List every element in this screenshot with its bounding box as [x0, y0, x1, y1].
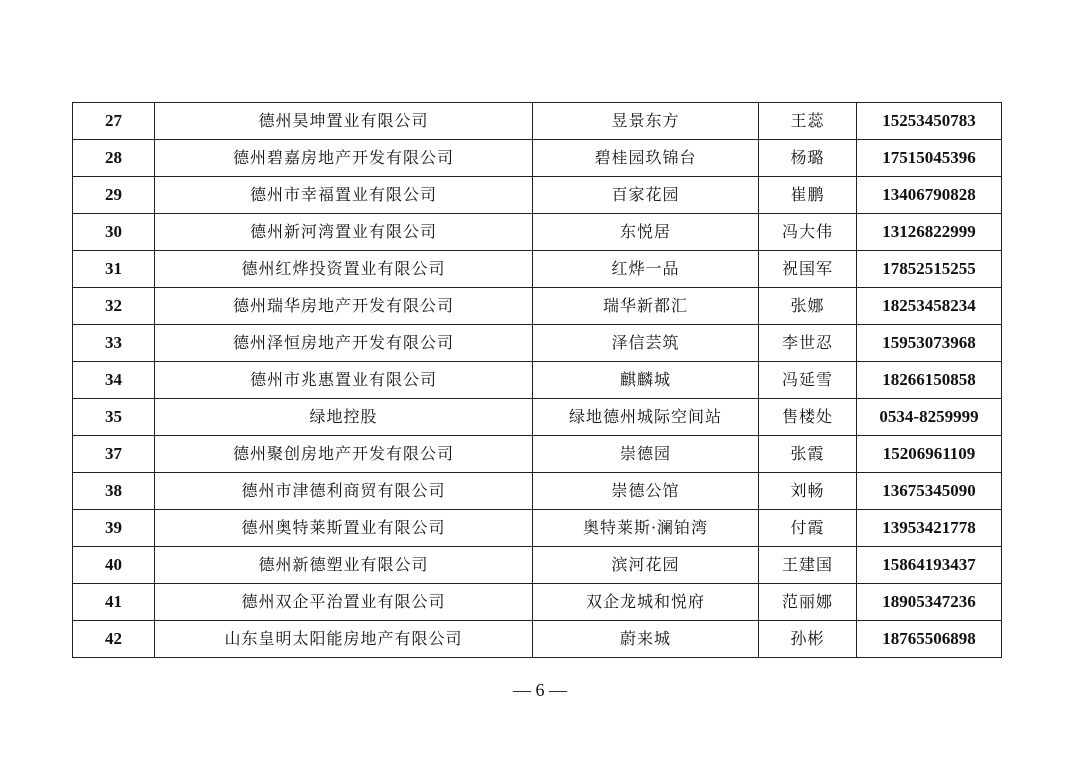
- phone-number-cell: 18765506898: [857, 621, 1002, 658]
- project-name-cell: 崇德园: [533, 436, 759, 473]
- contact-person-cell: 售楼处: [759, 399, 857, 436]
- row-number-cell: 35: [73, 399, 155, 436]
- phone-number-cell: 13953421778: [857, 510, 1002, 547]
- company-name-cell: 德州瑞华房地产开发有限公司: [155, 288, 533, 325]
- project-name-cell: 奥特莱斯·澜铂湾: [533, 510, 759, 547]
- project-name-cell: 双企龙城和悦府: [533, 584, 759, 621]
- contact-person-cell: 付霞: [759, 510, 857, 547]
- project-name-cell: 泽信芸筑: [533, 325, 759, 362]
- project-name-cell: 绿地德州城际空间站: [533, 399, 759, 436]
- project-name-cell: 麒麟城: [533, 362, 759, 399]
- company-name-cell: 德州昊坤置业有限公司: [155, 103, 533, 140]
- company-name-cell: 德州市津德利商贸有限公司: [155, 473, 533, 510]
- row-number-cell: 42: [73, 621, 155, 658]
- contact-person-cell: 冯延雪: [759, 362, 857, 399]
- table-row: [73, 362, 1002, 399]
- table-row: [73, 325, 1002, 362]
- row-number-cell: 28: [73, 140, 155, 177]
- contact-person-cell: 李世忍: [759, 325, 857, 362]
- table-row: [73, 510, 1002, 547]
- contact-person-cell: 崔鹏: [759, 177, 857, 214]
- contact-person-cell: 王蕊: [759, 103, 857, 140]
- company-name-cell: 德州碧嘉房地产开发有限公司: [155, 140, 533, 177]
- company-name-cell: 德州市兆惠置业有限公司: [155, 362, 533, 399]
- contact-person-cell: 孙彬: [759, 621, 857, 658]
- project-name-cell: 滨河花园: [533, 547, 759, 584]
- company-name-cell: 德州双企平治置业有限公司: [155, 584, 533, 621]
- company-name-cell: 德州泽恒房地产开发有限公司: [155, 325, 533, 362]
- table-row: [73, 251, 1002, 288]
- phone-number-cell: 13126822999: [857, 214, 1002, 251]
- phone-number-cell: 13675345090: [857, 473, 1002, 510]
- row-number-cell: 30: [73, 214, 155, 251]
- company-name-cell: 德州聚创房地产开发有限公司: [155, 436, 533, 473]
- phone-number-cell: 13406790828: [857, 177, 1002, 214]
- table-row: [73, 103, 1002, 140]
- phone-number-cell: 18253458234: [857, 288, 1002, 325]
- table-row: [73, 584, 1002, 621]
- phone-number-cell: 17852515255: [857, 251, 1002, 288]
- contact-person-cell: 张霞: [759, 436, 857, 473]
- row-number-cell: 33: [73, 325, 155, 362]
- contact-person-cell: 冯大伟: [759, 214, 857, 251]
- contact-person-cell: 范丽娜: [759, 584, 857, 621]
- company-name-cell: 德州新河湾置业有限公司: [155, 214, 533, 251]
- project-name-cell: 瑞华新都汇: [533, 288, 759, 325]
- phone-number-cell: 18266150858: [857, 362, 1002, 399]
- row-number-cell: 29: [73, 177, 155, 214]
- project-name-cell: 蔚来城: [533, 621, 759, 658]
- company-name-cell: 德州奥特莱斯置业有限公司: [155, 510, 533, 547]
- phone-number-cell: 15206961109: [857, 436, 1002, 473]
- project-name-cell: 昱景东方: [533, 103, 759, 140]
- table-row: [73, 140, 1002, 177]
- developer-contact-table: [72, 102, 1002, 658]
- row-number-cell: 41: [73, 584, 155, 621]
- row-number-cell: 38: [73, 473, 155, 510]
- phone-number-cell: 15253450783: [857, 103, 1002, 140]
- row-number-cell: 40: [73, 547, 155, 584]
- project-name-cell: 崇德公馆: [533, 473, 759, 510]
- contact-person-cell: 王建国: [759, 547, 857, 584]
- project-name-cell: 红烨一品: [533, 251, 759, 288]
- row-number-cell: 31: [73, 251, 155, 288]
- project-name-cell: 东悦居: [533, 214, 759, 251]
- phone-number-cell: 17515045396: [857, 140, 1002, 177]
- phone-number-cell: 15953073968: [857, 325, 1002, 362]
- row-number-cell: 27: [73, 103, 155, 140]
- phone-number-cell: 0534-8259999: [857, 399, 1002, 436]
- table-row: [73, 288, 1002, 325]
- company-name-cell: 山东皇明太阳能房地产有限公司: [155, 621, 533, 658]
- table-row: [73, 214, 1002, 251]
- table-row: [73, 473, 1002, 510]
- phone-number-cell: 15864193437: [857, 547, 1002, 584]
- table-row: [73, 177, 1002, 214]
- phone-number-cell: 18905347236: [857, 584, 1002, 621]
- table-row: [73, 399, 1002, 436]
- row-number-cell: 37: [73, 436, 155, 473]
- company-name-cell: 德州市幸福置业有限公司: [155, 177, 533, 214]
- row-number-cell: 32: [73, 288, 155, 325]
- table-row: [73, 436, 1002, 473]
- table-row: [73, 621, 1002, 658]
- project-name-cell: 百家花园: [533, 177, 759, 214]
- table-row: [73, 547, 1002, 584]
- page-number: — 6 —: [513, 680, 567, 700]
- table-body: [73, 103, 1002, 658]
- contact-person-cell: 张娜: [759, 288, 857, 325]
- row-number-cell: 34: [73, 362, 155, 399]
- contact-person-cell: 杨璐: [759, 140, 857, 177]
- company-name-cell: 德州红烨投资置业有限公司: [155, 251, 533, 288]
- contact-person-cell: 祝国军: [759, 251, 857, 288]
- company-name-cell: 德州新德塑业有限公司: [155, 547, 533, 584]
- row-number-cell: 39: [73, 510, 155, 547]
- company-name-cell: 绿地控股: [155, 399, 533, 436]
- contact-person-cell: 刘畅: [759, 473, 857, 510]
- project-name-cell: 碧桂园玖锦台: [533, 140, 759, 177]
